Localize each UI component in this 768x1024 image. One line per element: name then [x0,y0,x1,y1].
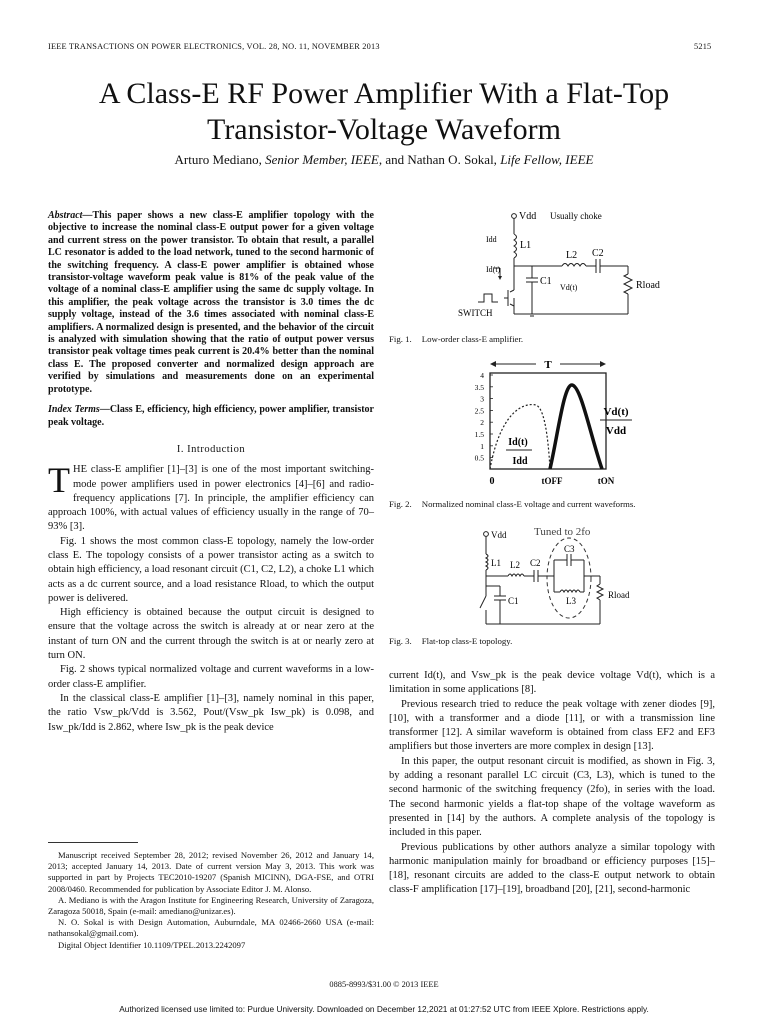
author-2-role: Life Fellow, IEEE [500,152,594,167]
fig2-voltage-curve [550,385,602,469]
fig2-caption [389,499,635,509]
fig1-c2-label: C2 [592,248,604,259]
abstract-text: This paper shows a new class-E amplifier topology with the objective to increase the nominal class-E output power for a given voltage and current stress on the power transistor. To obtain that result, a parallel LC resonator is added to the load network, tuned to the second harmonic of the switching frequency. A class-E power amplifier is obtained whose transistor-voltage waveform peak value is 81% of the peak value of the voltage of a nominal class-E amplifier using the same dc supply voltage. In this amplifier, the peak voltage across the transistor is 3.0 times the dc supply voltage, instead of the 3.6 times associated with nominal class-E amplifiers. A normalized design is presented, and the behavior of the circuit is analyzed with simulation showing that the ratio of output power versus transistor peak voltage times peak current is 20.4% better than the nominal class E. The proposed converter and normalized design approach are verified by simulations and measurements done on an experimental prototype. [48,210,374,395]
intro-paragraph-2: Fig. 1 shows the most common class-E topology, namely the low-order class E. The topology consists of a power transistor acting as a switch to obtain high efficiency, a load resonant circuit (C1, C2, L2), a choke L1 which acts as a dc current source, and a load resistance Rload, to which the output power is delivered. [48,535,374,604]
intro-paragraph-1 [48,460,374,534]
fig2-ytick-label: 2.5 [474,406,484,416]
footnote-sokal: N. O. Sokal is with Design Automation, Auburndale, MA 02466-2660 USA (e-mail: nathansokal@gmail.com). [48,917,374,939]
fig3-tuned-label: Tuned to 2fo [534,526,591,538]
footnote-mediano: A. Mediano is with the Aragon Institute for Engineering Research, University of Zaragoza, Zaragoza 50018, Spain (e-mail: amediano@unizar.es). [48,894,374,917]
fig1-caption [389,334,523,344]
intro-paragraph-5: In the classical class-E amplifier [1]–[3], namely nominal in this paper, the ratio Vsw_pk/Vdd is 3.562, Pout/(Vsw_pk Isw_pk) is 0.098, and Isw_pk/Idd is 2.862, where Isw_pk is the peak device [48,692,374,733]
abstract [48,210,374,396]
section-heading-introduction: I. Introduction [176,443,246,455]
fig2-idd-label: Idd [512,456,528,467]
fig3-rload-label: Rload [608,590,630,600]
fig2-ytick-label: 1.5 [474,430,484,439]
fig3-c3-label: C3 [564,544,575,554]
license-notice: Authorized licensed use limited to: Purdue University. Downloaded on December 12,2021 at 01:27:52 UTC from IEEE Xplore. Restrictions apply. [119,1004,649,1014]
right-column [389,669,715,898]
footnote-divider [48,842,138,843]
fig2-waveforms [440,354,680,490]
author-1-role: Senior Member, IEEE [265,152,379,167]
right-paragraph-3: Previous publications by other authors analyze a similar topology with harmonic manipulation mainly for broadband or efficiency purposes [15]–[18], resonant circuits are added to the class-E output network to obtain class-F amplification [17]–[19], broadband [20], [21], second-harmonic [389,841,715,896]
fig3-l1-label: L1 [491,558,501,568]
fig3-l2-label: L2 [510,560,520,570]
fig1-vdd-label: Vdd [519,211,537,222]
fig3-caption-text: Flat-top class-E topology. [421,636,513,646]
fig1-rload-label: Rload [636,280,660,291]
fig3-schematic [460,520,640,632]
copyright-line: 0885-8993/$31.00 © 2013 IEEE [329,980,439,989]
fig2-caption-text: Normalized nominal class-E voltage and current waveforms. [421,499,636,509]
fig2-vdd-label: Vdd [605,425,627,437]
footnotes [48,850,374,951]
fig1-l2-label: L2 [566,250,578,261]
fig1-vd-label: Vd(t) [560,283,578,292]
fig2-ytick-label: 2 [480,418,484,428]
fig3-caption [389,636,512,646]
intro-paragraph-3: High efficiency is obtained because the output circuit is designed to ensure that the voltage across the switch is already at or near zero at the instant of turn ON and the current through the switch is at or nearly zero at turn ON. [48,607,374,662]
fig1-switch-label: SWITCH [458,308,493,318]
dropcap: T [48,460,70,501]
index-terms [48,404,374,429]
author-and: , and Nathan O. Sokal, [378,152,501,167]
journal-header: IEEE TRANSACTIONS ON POWER ELECTRONICS, VOL. 28, NO. 11, NOVEMBER 2013 [48,42,380,51]
fig1-caption-label: Fig. 1. [389,334,412,344]
fig2-vd-label: Vd(t) [603,406,629,418]
abstract-label: Abstract— [48,210,93,221]
fig1-idd-label: Idd [486,235,497,244]
page-number: 5215 [694,42,712,51]
footnote-doi: Digital Object Identifier 10.1109/TPEL.2013.2242097 [58,939,246,950]
fig1-usually-choke-label: Usually choke [550,211,602,221]
fig3-c1-label: C1 [508,596,519,606]
fig2-ytick-label: 0.5 [474,453,484,463]
fig1-l1-label: L1 [520,240,532,251]
fig2-ytick-label: 4 [480,371,484,380]
fig1-caption-text: Low-order class-E amplifier. [421,334,524,344]
fig3-vdd-label: Vdd [491,530,507,540]
left-column [48,210,374,735]
fig2-x0-label: 0 [489,476,495,487]
paper-title: A Class-E RF Power Amplifier With a Flat-Top Transistor-Voltage Waveform [98,77,670,146]
fig3-c2-label: C2 [530,558,541,568]
fig2-toff-label: tOFF [541,476,563,486]
right-paragraph-0: current Id(t), and Vsw_pk is the peak device voltage Vd(t), which is a limitation in some applications [8]. [389,670,715,696]
author-1: Arturo Mediano, [174,152,266,167]
fig1-schematic [450,206,670,328]
fig3-l3-label: L3 [566,596,576,606]
index-terms-label: Index Terms— [48,404,110,416]
fig2-ytick-label: 1 [480,441,484,451]
fig1-c1-label: C1 [540,276,552,287]
fig3-caption-label: Fig. 3. [389,636,412,646]
fig1-id-label: Id(t) [486,265,501,274]
index-terms-text: Class E, efficiency, high efficiency, power amplifier, transistor peak voltage. [48,404,374,428]
right-paragraph-1: Previous research tried to reduce the peak voltage with zener diodes [9], [10], with a transformer and a diode [11], or with a transmission line transformer [12]. A similar waveform is obtained from class EF2 and EF3 amplifiers but those inverters are more complex in design [13]. [389,698,715,753]
fig2-id-label: Id(t) [508,437,528,448]
footnote-manuscript: Manuscript received September 28, 2012; revised November 26, 2012 and January 14, 2013; accepted January 14, 2013. Date of current version May 3, 2013. This work was supported in part by Projects TEC2010-19207 (Spanish MICINN), DGA-FSE, and OTRI 2008/0460. Recommended for publication by Associate Editor J. M. Alonso. [48,850,374,894]
fig2-ton-label: tON [597,476,615,486]
intro-paragraph-4: Fig. 2 shows typical normalized voltage and current waveforms in a low-order class-E amplifier. [48,664,374,690]
right-paragraph-2: In this paper, the output resonant circuit is modified, as shown in Fig. 3, by adding a resonant parallel LC circuit (C3, L3), which is tuned to the second harmonic of the switching frequency (2fo), in series with the load. The second harmonic yields a flat-top shape of the voltage waveform as presented in [14] by the authors. A complete analysis of the topology is included in this paper. [389,755,715,839]
fig2-ytick-label: 3.5 [474,382,484,392]
authors [40,152,728,168]
fig2-caption-label: Fig. 2. [389,499,412,509]
fig2-ytick-label: 3 [480,394,484,404]
fig2-period-label: T [544,359,552,371]
intro-p1-text: HE class-E amplifier [1]–[3] is one of the most important switching-mode power amplifiers used in power electronics [4]–[6] and radio-frequency applications [7]. In principle, the amplifier efficiency can approach 100%, with actual values of efficiency usually in the range of 70–93% [3]. [48,464,374,533]
